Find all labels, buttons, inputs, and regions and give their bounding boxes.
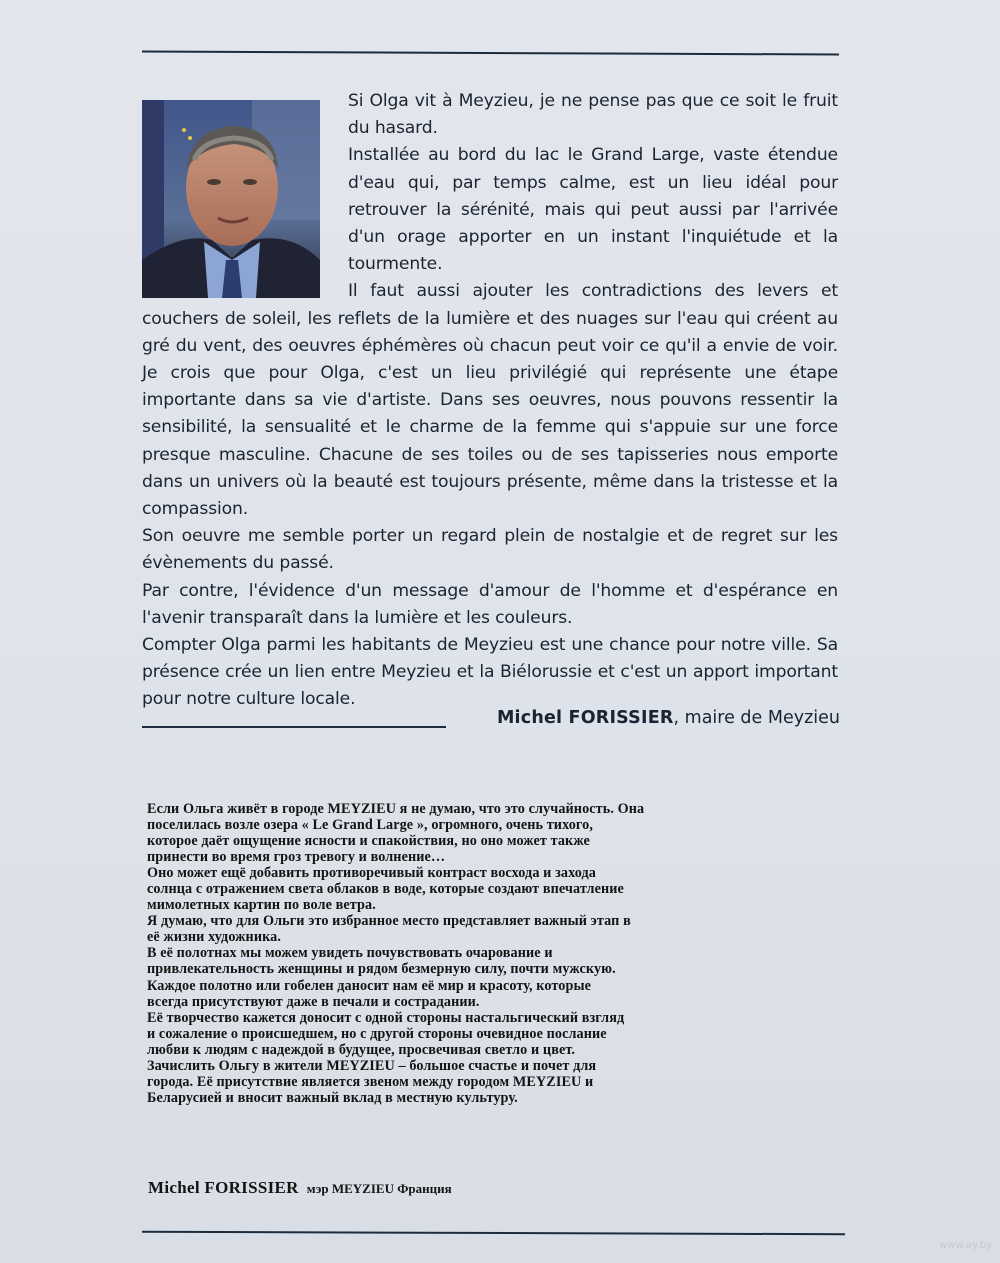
- signature-rule: [142, 726, 446, 728]
- fr-paragraph: Si Olga vit à Meyzieu, je ne pense pas que ce soit le fruit du hasard.: [348, 91, 838, 139]
- ru-line: любви к людям с надеждой в будущее, просвечивая светло и цвет.: [147, 1041, 576, 1058]
- ru-line: солнца с отражением света облаков в воде, которые создают впечатление: [147, 881, 624, 898]
- ru-line: всегда присутствуют даже в печали и сострадании.: [147, 993, 480, 1010]
- bottom-rule: [142, 1231, 845, 1235]
- signature-title: , maire de Meyzieu: [673, 708, 840, 728]
- ru-line: Её творчество кажется доносит с одной стороны настальгический взгляд: [147, 1009, 625, 1026]
- fr-paragraph: Son oeuvre me semble porter un regard plein de nostalgie et de regret sur les évènements du passé.: [142, 526, 838, 574]
- ru-line: поселилась возле озера « Le Grand Large », огромного, очень тихого,: [147, 817, 593, 834]
- top-rule: [142, 50, 839, 55]
- ru-signature-title: мэр MEYZIEU Франция: [306, 1181, 452, 1196]
- ru-line: города. Её присутствие является звеном между городом MEYZIEU и: [147, 1073, 594, 1090]
- ru-line: Я думаю, что для Ольги это избранное место представляет важный этап в: [147, 913, 631, 930]
- ru-line: мимолетных картин по воле ветра.: [147, 897, 376, 914]
- photo-spacer: [142, 88, 348, 284]
- ru-line: и сожаление о происшедшем, но с другой стороны очевидное послание: [147, 1025, 607, 1042]
- watermark: www.ay.by: [939, 1240, 992, 1251]
- ru-line: Беларусией и вносит важный вклад в местную культуру.: [147, 1089, 518, 1106]
- ru-line: Если Ольга живёт в городе MEYZIEU я не думаю, что это случайность. Она: [147, 801, 645, 817]
- fr-paragraph: Il faut aussi ajouter les contradictions des levers et couchers de soleil, les reflets de la lumière et des nuages sur l'eau qui créent au gré du vent, des oeuvres éphémères où chacun peut voir ce qu'il a envie de voir. Je crois que pour Olga, c'est un lieu privilégié qui représente une étape importante dans sa vie d'artiste. Dans ses oeuvres, nous pouvons ressentir la sensibilité, la sensualité et le charme de la femme qui s'appuie sur une force presque masculine. Chacune de ses toiles ou de ses tapisseries nous emporte dans un univers où la beauté est toujours présente, même dans la tristesse et la compassion.: [142, 281, 838, 520]
- ru-line: Зачислить Ольгу в жители MEYZIEU – большое счастье и почет для: [147, 1057, 597, 1074]
- russian-signature: [148, 1178, 452, 1198]
- ru-line: которое даёт ощущение ясности и спакойствия, но оно может также: [147, 833, 590, 850]
- ru-line: В её полотнах мы можем увидеть почувствовать очарование и: [147, 945, 553, 962]
- fr-paragraph: Compter Olga parmi les habitants de Meyzieu est une chance pour notre ville. Sa présence crée un lien entre Meyzieu et la Biélorussie et c'est un apport important pour notre culture locale.: [142, 635, 838, 710]
- french-signature: [462, 708, 840, 728]
- signature-name: Michel FORISSIER: [496, 708, 674, 728]
- french-text: [142, 88, 838, 714]
- russian-text: [147, 801, 767, 1106]
- ru-line: привлекательность женщины и рядом безмерную силу, почти мужскую.: [147, 961, 616, 978]
- ru-line: Каждое полотно или гобелен даносит нам её мир и красоту, которые: [147, 977, 592, 994]
- ru-line: Оно может ещё добавить противоречивый контраст восхода и захода: [147, 865, 596, 882]
- fr-paragraph: Par contre, l'évidence d'un message d'amour de l'homme et d'espérance en l'avenir transparaît dans la lumière et les couleurs.: [142, 580, 838, 628]
- fr-paragraph: Installée au bord du lac le Grand Large, vaste étendue d'eau qui, par temps calme, est un lieu idéal pour retrouver la sérénité, mais qui peut aussi par l'arrivée d'un orage apporter en un instant l'inquiétude et la tourmente.: [348, 145, 838, 275]
- ru-line: принести во время гроз тревогу и волнение…: [147, 849, 446, 866]
- ru-line: её жизни художника.: [147, 929, 282, 946]
- ru-signature-name: Michel FORISSIER: [148, 1178, 299, 1197]
